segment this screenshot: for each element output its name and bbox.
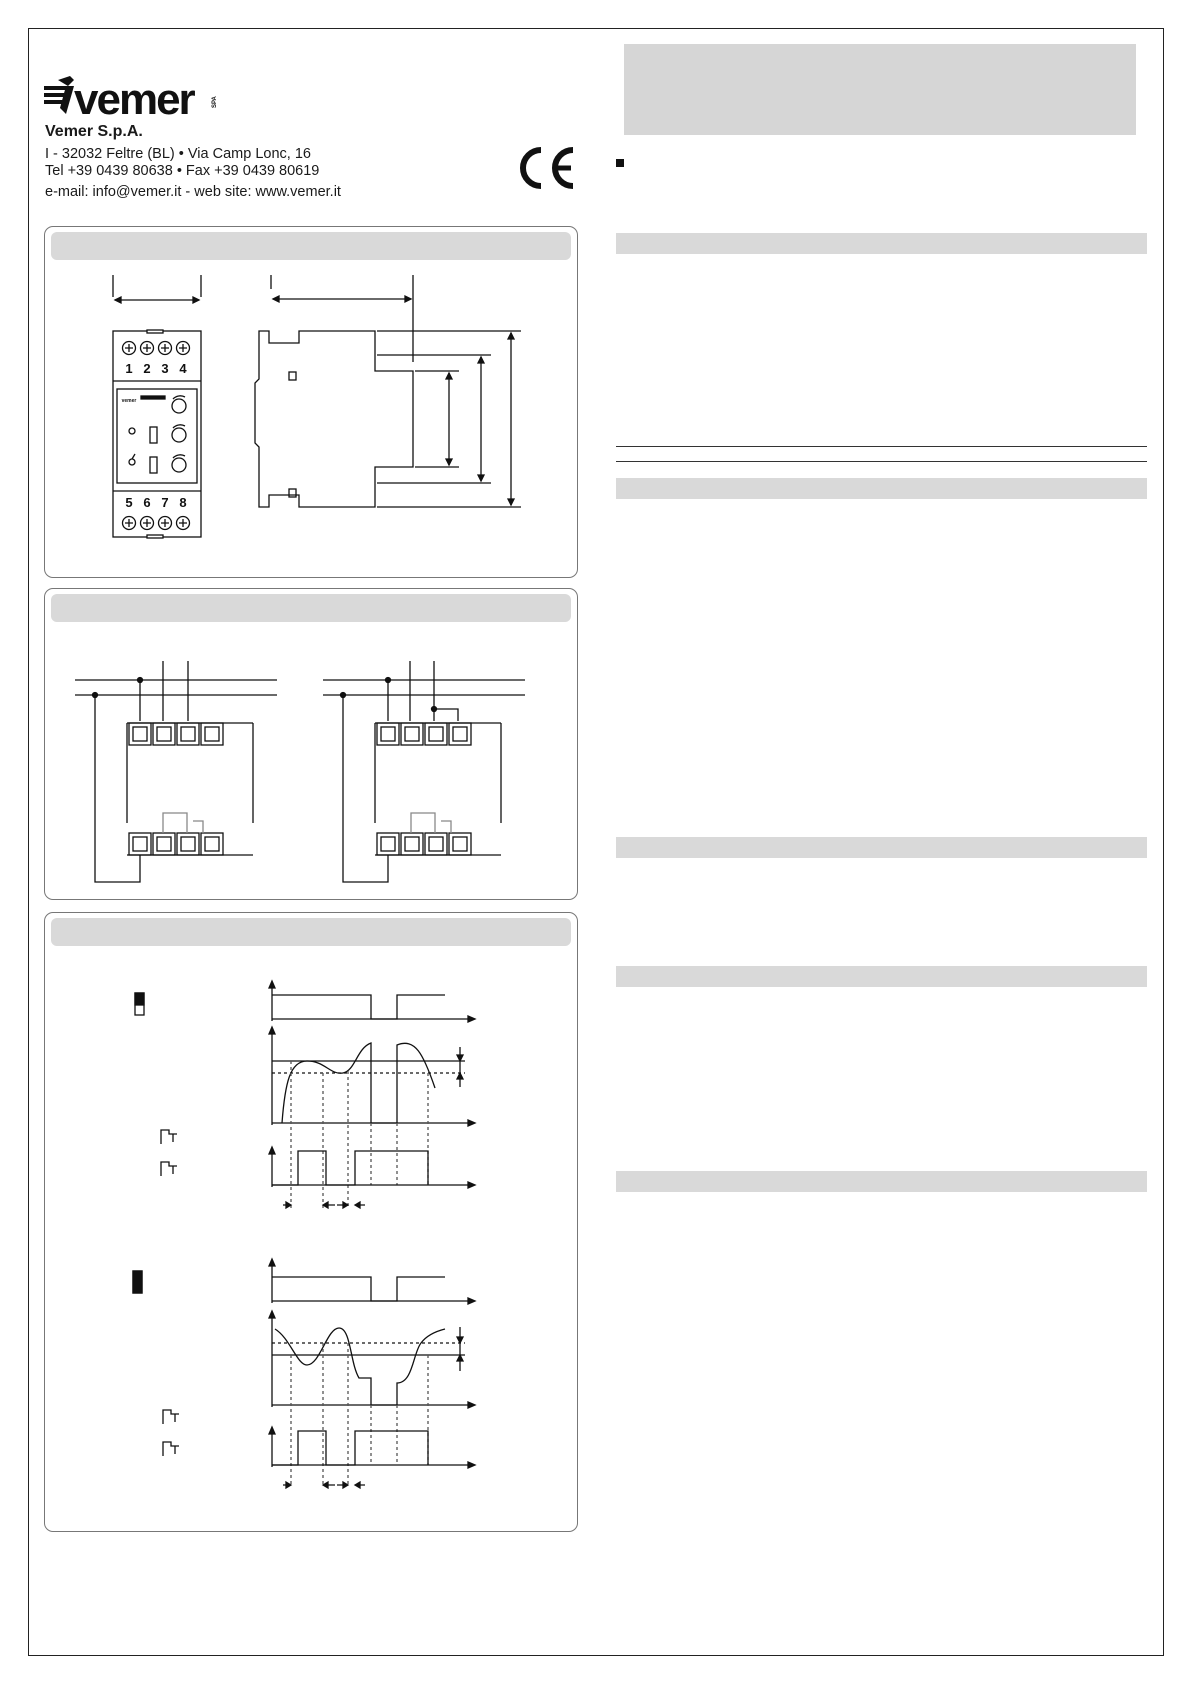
section-bar-4 xyxy=(616,966,1147,987)
timing-diagram-mode-2 xyxy=(133,1259,475,1488)
timing-panel xyxy=(44,912,578,1532)
section-bar-1 xyxy=(616,233,1147,254)
divider-line-2 xyxy=(616,461,1147,462)
wiring-diagram xyxy=(45,589,579,901)
svg-text:vemer: vemer xyxy=(74,75,194,118)
terminal-label-6: 6 xyxy=(143,495,151,510)
svg-text:SPA: SPA xyxy=(212,96,218,108)
bullet-icon xyxy=(616,159,624,167)
address-line-2: Tel +39 0439 80638 • Fax +39 0439 80619 xyxy=(45,163,320,179)
product-title-block xyxy=(624,44,1136,135)
ce-mark-icon xyxy=(515,144,577,192)
timing-diagrams xyxy=(45,913,579,1533)
company-name: Vemer S.p.A. xyxy=(45,123,143,140)
terminal-label-7: 7 xyxy=(161,495,169,510)
address-line-1: I - 32032 Feltre (BL) • Via Camp Lonc, 16 xyxy=(45,146,311,162)
terminal-label-5: 5 xyxy=(125,495,133,510)
section-bar-2 xyxy=(616,478,1147,499)
terminal-label-3: 3 xyxy=(161,361,169,376)
terminal-label-4: 4 xyxy=(179,361,187,376)
front-brand: vemer xyxy=(121,398,137,404)
wiring-panel xyxy=(44,588,578,900)
section-bar-5 xyxy=(616,1171,1147,1192)
divider-line-1 xyxy=(616,446,1147,447)
contact-line: e-mail: info@vemer.it - web site: www.vemer.it xyxy=(45,184,341,200)
wiring-diagram-right xyxy=(323,661,525,882)
vemer-logo xyxy=(44,74,224,118)
wiring-diagram-left xyxy=(75,661,277,882)
dimensions-panel xyxy=(44,226,578,578)
dimension-drawing xyxy=(45,227,579,579)
terminal-label-2: 2 xyxy=(143,361,151,376)
terminal-label-8: 8 xyxy=(179,495,187,510)
timing-diagram-mode-1 xyxy=(135,981,475,1209)
section-bar-3 xyxy=(616,837,1147,858)
terminal-label-1: 1 xyxy=(125,361,133,376)
